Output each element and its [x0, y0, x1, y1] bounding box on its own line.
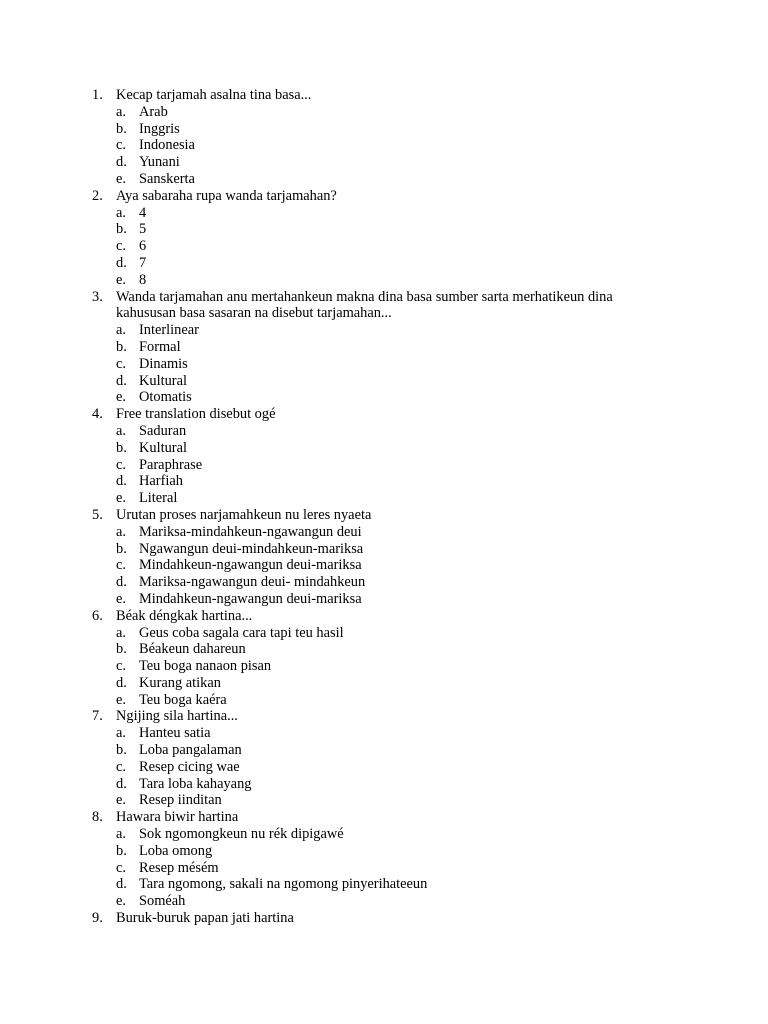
option-letter: b. — [116, 742, 127, 759]
option-letter: b. — [116, 439, 127, 456]
option-letter: c. — [116, 859, 126, 876]
option-text: Dinamis — [139, 355, 188, 372]
option — [116, 725, 672, 742]
option — [116, 759, 672, 776]
option-text: Sanskerta — [139, 170, 195, 187]
option-letter: d. — [116, 473, 127, 490]
option — [116, 389, 672, 406]
option — [116, 541, 672, 558]
option-text: Indonesia — [139, 137, 195, 154]
option — [116, 876, 672, 893]
option — [116, 104, 672, 121]
option-text: Kurang atikan — [139, 674, 221, 691]
option-letter: c. — [116, 456, 126, 473]
option-letter: a. — [116, 624, 126, 641]
question-text: Kecap tarjamah asalna tina basa... — [116, 87, 312, 103]
option-text: Mariksa-ngawangun deui- mindahkeun — [139, 574, 366, 591]
option-text: Teu boga nanaon pisan — [139, 658, 272, 675]
question-number: 6. — [92, 607, 103, 624]
option — [116, 238, 672, 255]
option — [116, 893, 672, 910]
option — [116, 272, 672, 289]
option-letter: c. — [116, 758, 126, 775]
question-number: 3. — [92, 288, 103, 305]
option-letter: d. — [116, 876, 127, 893]
question-7 — [92, 708, 672, 809]
option-letter: a. — [116, 826, 126, 843]
option — [116, 675, 672, 692]
option-letter: c. — [116, 658, 126, 675]
option-text: Literal — [139, 490, 178, 507]
option-list — [92, 423, 672, 507]
option-text: Formal — [139, 338, 181, 355]
option-text: Hanteu satia — [139, 725, 211, 742]
option — [116, 574, 672, 591]
option-text: Teu boga kaéra — [139, 691, 227, 708]
option-text: Kultural — [139, 439, 187, 456]
question-3 — [92, 289, 672, 407]
option — [116, 776, 672, 793]
option — [116, 524, 672, 541]
option-text: Saduran — [139, 422, 187, 439]
option-letter: e. — [116, 691, 126, 708]
question-number: 8. — [92, 809, 103, 826]
option-list — [92, 524, 672, 608]
option — [116, 121, 672, 138]
option — [116, 742, 672, 759]
question-text: Wanda tarjamahan anu mertahankeun makna dina basa sumber sarta merhatikeun dina kahususan basa sasaran na disebut tarjamahan... — [116, 288, 613, 322]
option-letter: a. — [116, 422, 126, 439]
option-letter: c. — [116, 557, 126, 574]
option-text: Yunani — [139, 154, 180, 171]
option — [116, 473, 672, 490]
option-letter: c. — [116, 355, 126, 372]
option-letter: c. — [116, 137, 126, 154]
option — [116, 137, 672, 154]
option-letter: b. — [116, 842, 127, 859]
question-1 — [92, 87, 672, 188]
option-text: Tara loba kahayang — [139, 775, 252, 792]
option-letter: a. — [116, 322, 126, 339]
option-letter: b. — [116, 641, 127, 658]
option-text: Mindahkeun-ngawangun deui-mariksa — [139, 590, 362, 607]
option-text: 4 — [139, 204, 147, 221]
option-letter: d. — [116, 372, 127, 389]
option — [116, 154, 672, 171]
option-letter: a. — [116, 103, 126, 120]
option-text: Ngawangun deui-mindahkeun-mariksa — [139, 540, 364, 557]
question-number: 1. — [92, 87, 103, 103]
question-text: Hawara biwir hartina — [116, 809, 239, 826]
option-letter: c. — [116, 238, 126, 255]
option-letter: e. — [116, 590, 126, 607]
option-letter: b. — [116, 120, 127, 137]
option-text: Resep mésém — [139, 859, 219, 876]
question-number: 5. — [92, 506, 103, 523]
option-letter: a. — [116, 523, 126, 540]
option-text: Sok ngomongkeun nu rék dipigawé — [139, 826, 344, 843]
option-text: Resep iinditan — [139, 792, 222, 809]
option-letter: e. — [116, 389, 126, 406]
option-text: Béakeun dahareun — [139, 641, 246, 658]
option-text: Arab — [139, 103, 168, 120]
option — [116, 440, 672, 457]
option-letter: d. — [116, 254, 127, 271]
question-text: Aya sabaraha rupa wanda tarjamahan? — [116, 187, 337, 204]
option-list — [92, 322, 672, 406]
option-letter: a. — [116, 725, 126, 742]
option-text: 5 — [139, 221, 147, 238]
option — [116, 625, 672, 642]
option-list — [92, 725, 672, 809]
option — [116, 860, 672, 877]
question-4 — [92, 406, 672, 507]
option-text: Interlinear — [139, 322, 199, 339]
option — [116, 339, 672, 356]
option — [116, 457, 672, 474]
option-text: Mindahkeun-ngawangun deui-mariksa — [139, 557, 362, 574]
option-letter: d. — [116, 574, 127, 591]
option-letter: e. — [116, 490, 126, 507]
option-letter: e. — [116, 792, 126, 809]
option-letter: b. — [116, 221, 127, 238]
option-letter: e. — [116, 893, 126, 910]
question-text: Free translation disebut ogé — [116, 406, 276, 423]
question-number: 4. — [92, 406, 103, 423]
question-6 — [92, 608, 672, 709]
option-text: Harfiah — [139, 473, 183, 490]
option-text: Mariksa-mindahkeun-ngawangun deui — [139, 523, 362, 540]
option — [116, 658, 672, 675]
option-list — [92, 625, 672, 709]
option-text: Loba omong — [139, 842, 213, 859]
question-number: 7. — [92, 708, 103, 725]
option — [116, 641, 672, 658]
question-number: 2. — [92, 187, 103, 204]
option — [116, 557, 672, 574]
option-list — [92, 104, 672, 188]
question-number: 9. — [92, 910, 103, 927]
option — [116, 843, 672, 860]
question-2 — [92, 188, 672, 289]
option-letter: b. — [116, 540, 127, 557]
option-letter: b. — [116, 338, 127, 355]
option-text: Soméah — [139, 893, 186, 910]
option — [116, 221, 672, 238]
option — [116, 423, 672, 440]
question-text: Béak déngkak hartina... — [116, 607, 253, 624]
option-list — [92, 205, 672, 289]
option-letter: d. — [116, 154, 127, 171]
option — [116, 205, 672, 222]
question-text: Buruk-buruk papan jati hartina — [116, 910, 294, 927]
question-8 — [92, 809, 672, 910]
option-letter: d. — [116, 674, 127, 691]
option — [116, 591, 672, 608]
quiz-page — [0, 87, 768, 927]
option-text: 7 — [139, 254, 147, 271]
option — [116, 692, 672, 709]
option — [116, 255, 672, 272]
option-text: Otomatis — [139, 389, 192, 406]
option — [116, 373, 672, 390]
option-text: 6 — [139, 238, 147, 255]
option — [116, 490, 672, 507]
option-letter: e. — [116, 170, 126, 187]
option-text: Inggris — [139, 120, 180, 137]
question-5 — [92, 507, 672, 608]
question-text: Ngijing sila hartina... — [116, 708, 238, 725]
option-text: Geus coba sagala cara tapi teu hasil — [139, 624, 344, 641]
question-list — [0, 87, 768, 927]
question-text: Urutan proses narjamahkeun nu leres nyaeta — [116, 506, 372, 523]
option-letter: a. — [116, 204, 126, 221]
question-9 — [92, 910, 672, 927]
option — [116, 792, 672, 809]
option — [116, 171, 672, 188]
option-text: Loba pangalaman — [139, 742, 242, 759]
option-text: Resep cicing wae — [139, 758, 240, 775]
option-letter: e. — [116, 271, 126, 288]
option — [116, 322, 672, 339]
option-letter: d. — [116, 775, 127, 792]
option-list — [92, 826, 672, 910]
option-text: Paraphrase — [139, 456, 203, 473]
option-text: Tara ngomong, sakali na ngomong pinyerihateeun — [139, 876, 428, 893]
option — [116, 826, 672, 843]
option-text: 8 — [139, 271, 147, 288]
option — [116, 356, 672, 373]
option-text: Kultural — [139, 372, 187, 389]
